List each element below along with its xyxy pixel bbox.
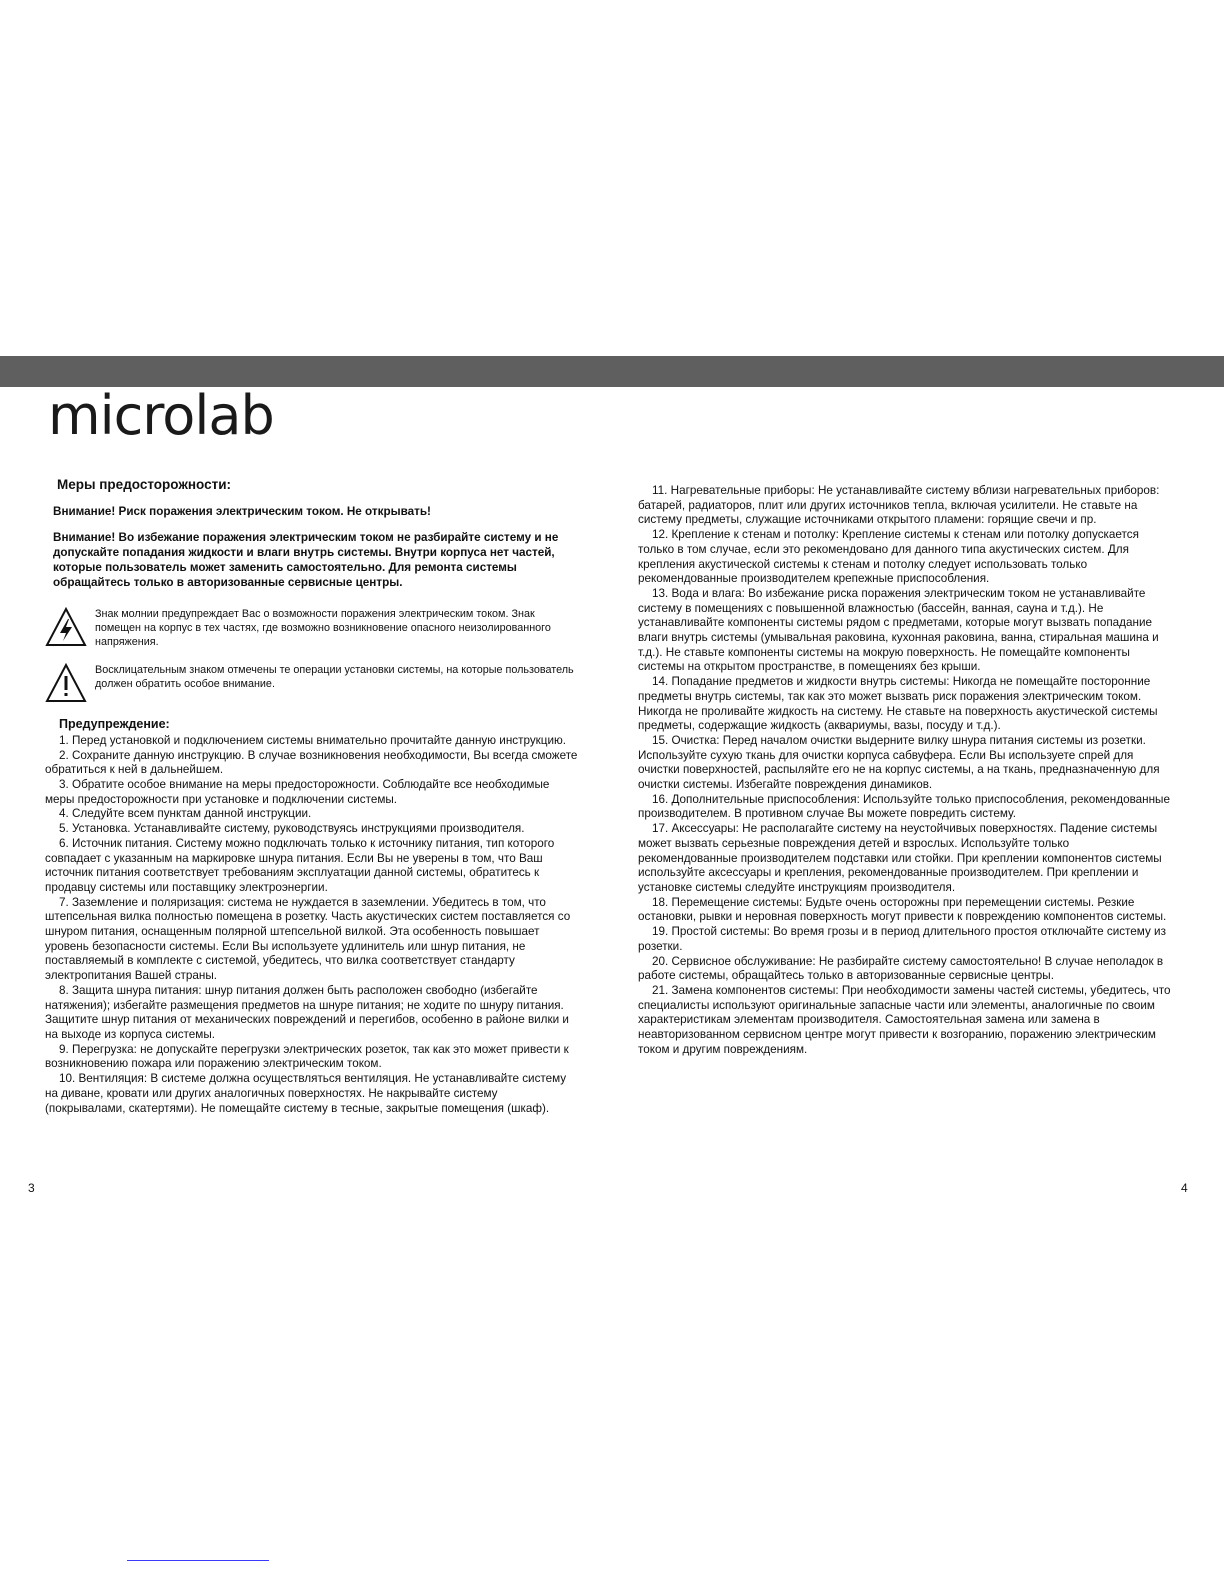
attention-paragraph: Внимание! Во избежание поражения электрическим током не разбирайте систему и не допускайте попадания жидкости и влаги внутрь системы. Внутри корпуса нет частей, которые пользователь может заменить самостоятельно. Для ремонта системы обращайтесь только в авторизованные сервисные центры.: [53, 531, 559, 589]
header-band: [0, 356, 1224, 387]
list-item: 1. Перед установкой и подключением системы внимательно прочитайте данную инструкцию.: [59, 733, 567, 747]
warning-title: Предупреждение:: [59, 717, 170, 732]
list-item: 5. Установка. Устанавливайте систему, руководствуясь инструкциями производителя.: [59, 822, 525, 836]
lightning-sign-note: [45, 607, 580, 649]
lightning-sign-text: Знак молнии предупреждает Вас о возможности поражения электрическим током. Знак помещен на корпус в тех частях, где возможно возникновение опасного неизолированного напряжения.: [95, 608, 551, 649]
section-title: Меры предосторожности:: [57, 477, 232, 492]
list-item: 17. Аксессуары: Не располагайте систему на неустойчивых поверхностях. Падение системы может вызвать серьезные повреждения детей и взрослых. Используйте только рекомендованные производителем подставки или стойки. При креплении компонентов системы используйте аксессуары и крепления, рекомендованные производителем. При креплении и установке системы следуйте инструкциям производителя.: [638, 822, 1162, 894]
list-item: 14. Попадание предметов и жидкости внутрь системы: Никогда не помещайте посторонние предметы внутрь системы, так как это может вызвать риск поражения электрическим током. Никогда не проливайте жидкость на систему. Не ставьте на поверхность акустической системы предметы, содержащие жидкость (аквариумы, вазы, посуду и т.д.).: [638, 675, 1158, 733]
list-item: 4. Следуйте всем пунктам данной инструкции.: [59, 807, 312, 821]
list-item: 20. Сервисное обслуживание: Не разбирайте систему самостоятельно! В случае неполадок в работе системы, обращайтесь только в авторизованные сервисные центры.: [638, 954, 1164, 983]
list-item: 15. Очистка: Перед началом очистки выдерните вилку шнура питания системы из розетки. Используйте сухую ткань для очистки корпуса сабвуфера. Если Вы используете спрей для очистки поверхностей, распыляйте его не на корпус системы, а на ткань, предназначенную для очистки системы. Избегайте повреждения динамиков.: [638, 733, 1160, 792]
list-item: 7. Заземление и поляризация: система не нуждается в заземлении. Убедитесь в том, что штепсельная вилка полностью помещена в розетку. Часть акустических систем поставляется со шнуром питания, оснащенным полярной штепсельной вилкой. Эта особенность повышает уровень безопасности системы. Если Вы используете удлинитель или шнур питания, не поставляемый в комплекте с системой, убедитесь, что вилка соответствует стандарту электропитания Вашей страны.: [45, 895, 571, 983]
footer-rule: [127, 1560, 269, 1561]
list-item: 11. Нагревательные приборы: Не устанавливайте систему вблизи нагревательных приборов: батарей, радиаторов, плит или других источников тепла, включая усилители. Не ставьте на систему предметы, служащие источниками открытого пламени: горящие свечи и пр.: [638, 484, 1160, 527]
list-item: 8. Защита шнура питания: шнур питания должен быть расположен свободно (избегайте натяжения); избегайте размещения предметов на шнуре питания; не ходите по шнуру питания. Защитите шнур питания от механических повреждений и перегибов, особенно в районе вилки и на выходе из корпуса системы.: [45, 983, 569, 1041]
list-item: 10. Вентиляция: В системе должна осуществляться вентиляция. Не устанавливайте систему на диване, кровати или других аналогичных поверхностях. Не накрывайте систему (покрывалами, скатертями). Не помещайте систему в тесные, закрытые помещения (шкаф).: [45, 1072, 567, 1115]
list-item: 12. Крепление к стенам и потолку: Крепление системы к стенам или потолку допускается только в том случае, если это рекомендовано для данного типа акустических систем. Для крепления акустической системы к стенам и потолку следует использовать только рекомендованные производителем крепежные приспособления.: [638, 528, 1139, 586]
exclamation-warning-icon: [45, 663, 87, 703]
list-item: 19. Простой системы: Во время грозы и в период длительного простоя отключайте систему из розетки.: [638, 925, 1166, 953]
page-number-right: 4: [1181, 1181, 1188, 1195]
lightning-warning-icon: [45, 607, 87, 647]
list-item: 6. Источник питания. Систему можно подключать только к источнику питания, тип которого совпадает с указанным на маркировке шнура питания. Если Вы не уверены в том, что Ваш источник питания соответствует требованиям эксплуатации данной системы, обратитесь к продавцу системы или поставщику электроэнергии.: [45, 836, 555, 894]
exclamation-sign-text: Восклицательным знаком отмечены те операции установки системы, на которые пользователь должен обратить особое внимание.: [95, 664, 574, 691]
right-column: [638, 484, 1171, 1057]
exclamation-sign-note: [45, 663, 580, 703]
list-item: 16. Дополнительные приспособления: Используйте только приспособления, рекомендованные производителем. В противном случае Вы можете повредить систему.: [638, 792, 1170, 821]
list-item: 18. Перемещение системы: Будьте очень осторожны при перемещении системы. Резкие остановки, рывки и неровная поверхность могут привести к повреждению компонентов системы.: [638, 895, 1167, 924]
list-item: 21. Замена компонентов системы: При необходимости замены частей системы, убедитесь, что специалисты используют оригинальные запасные части или элементы, аналогичные по своим характеристикам элементам производителя. Самостоятельная замена или замена в неавторизованном сервисном центре могут привести к возгоранию, поражению электрическим током и другим повреждениям.: [638, 983, 1171, 1056]
list-item: 3. Обратите особое внимание на меры предосторожности. Соблюдайте все необходимые меры предосторожности при установке и подключении системы.: [45, 778, 550, 806]
brand-logo: microlab: [48, 384, 274, 447]
alert-line: Внимание! Риск поражения электрическим током. Не открывать!: [53, 504, 431, 518]
list-item: 13. Вода и влага: Во избежание риска поражения электрическим током не устанавливайте систему в помещениях с повышенной влажностью (бассейн, ванная, сауна и т.д.). Не устанавливайте компоненты системы рядом с предметами, которые могут вызвать попадание влаги внутрь системы (умывальная раковина, кухонная раковина, ванна, стиральная машина и т.д.). Не ставьте компоненты системы на мокрую поверхность. Не помещайте компоненты системы на открытом пространстве, в помещениях без крыши.: [638, 586, 1159, 674]
page-number-left: 3: [28, 1181, 35, 1195]
list-item: 2. Сохраните данную инструкцию. В случае возникновения необходимости, Вы всегда сможете обратиться к ней в дальнейшем.: [45, 748, 578, 777]
list-item: 9. Перегрузка: не допускайте перегрузки электрических розеток, так как это может привести к возникновению пожара или поражению электрическим током.: [45, 1042, 569, 1071]
left-column: [45, 478, 580, 1116]
